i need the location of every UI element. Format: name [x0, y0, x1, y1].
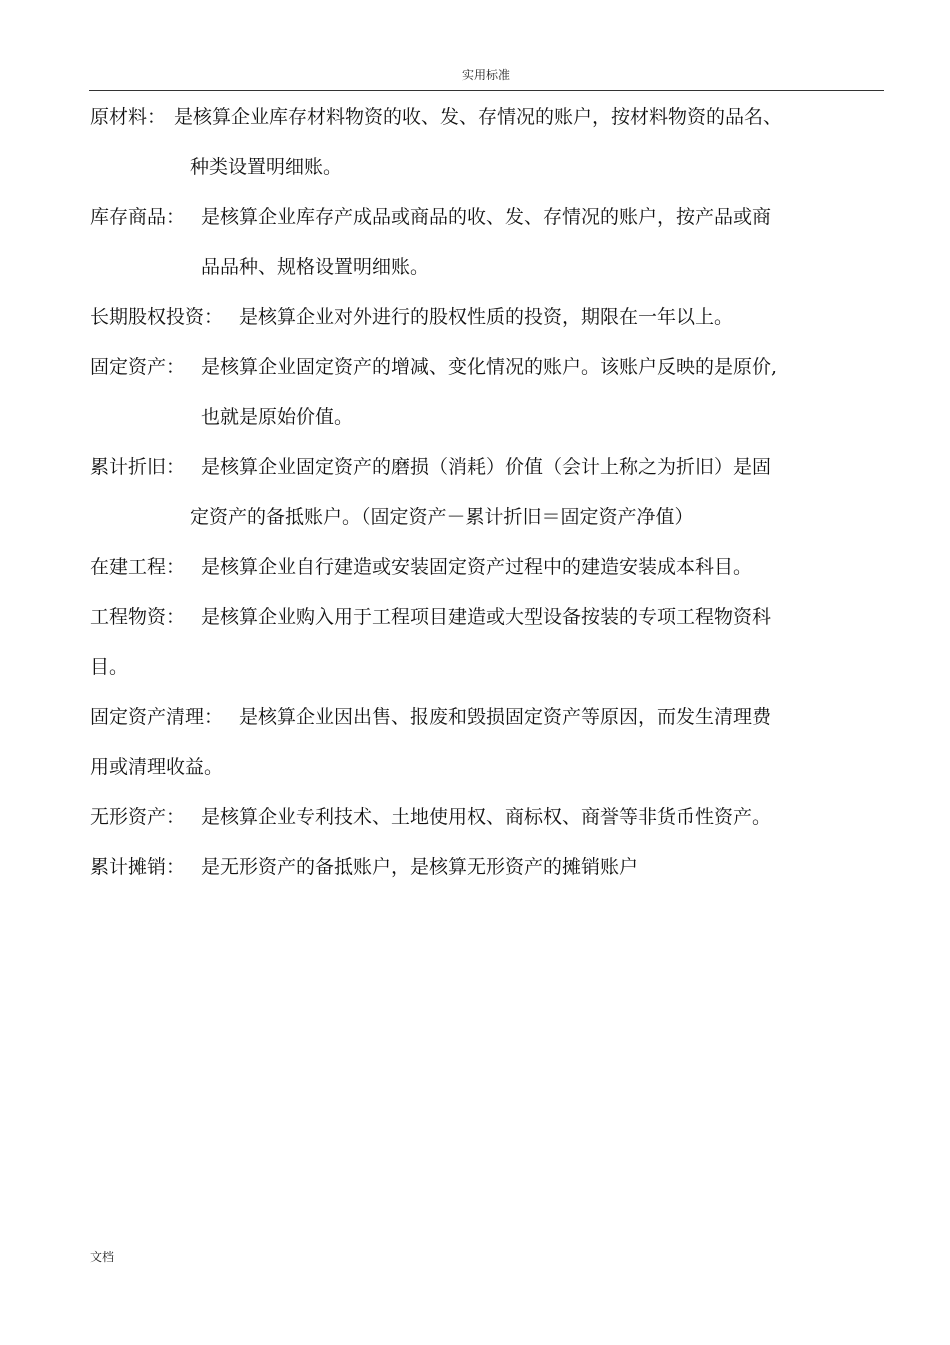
entry-term: 长期股权投资：: [90, 306, 224, 328]
entry-term: 固定资产清理：: [90, 706, 224, 728]
entry-definition: 是核算企业自行建造或安装固定资产过程中的建造安装成本科目。: [201, 556, 753, 578]
entry-continuation: 品品种、规格设置明细账。: [201, 256, 430, 278]
entry-accumulated-depreciation: [90, 455, 771, 479]
entry-continuation: 定资产的备抵账户。（固定资产－累计折旧＝固定资产净值）: [190, 506, 694, 528]
page-footer: 文档: [90, 1250, 115, 1264]
page-header: 实用标准: [461, 68, 510, 82]
entry-term: 无形资产：: [90, 806, 186, 828]
entry-term: 固定资产：: [90, 356, 186, 378]
entry-continuation: 目。: [90, 656, 129, 678]
entry-term: 原材料：: [90, 106, 167, 128]
entry-accumulated-amortization: [90, 855, 638, 879]
entry-continuation: 种类设置明细账。: [190, 156, 343, 178]
entry-fixed-asset-disposal: [90, 705, 771, 729]
entry-definition: 是核算企业固定资产的磨损（消耗）价值（会计上称之为折旧）是固: [201, 456, 772, 478]
header-divider: [89, 90, 884, 91]
entry-definition: 是核算企业对外进行的股权性质的投资，期限在一年以上。: [239, 306, 734, 328]
entry-long-term-equity: [90, 305, 733, 329]
entry-definition: 是无形资产的备抵账户，是核算无形资产的摊销账户: [201, 856, 639, 878]
entry-term: 在建工程：: [90, 556, 186, 578]
entry-raw-materials: [90, 105, 782, 129]
entry-term: 累计折旧：: [90, 456, 186, 478]
entry-term: 库存商品：: [90, 206, 186, 228]
entry-fixed-assets: [90, 355, 777, 379]
entry-term: 累计摊销：: [90, 856, 186, 878]
entry-definition: 是核算企业因出售、报废和毁损固定资产等原因，而发生清理费: [239, 706, 772, 728]
entry-inventory-goods: [90, 205, 771, 229]
entry-definition: 是核算企业库存产成品或商品的收、发、存情况的账户，按产品或商: [201, 206, 772, 228]
entry-intangible-assets: [90, 805, 771, 829]
entry-definition: 是核算企业购入用于工程项目建造或大型设备按装的专项工程物资科: [201, 606, 772, 628]
entry-definition: 是核算企业固定资产的增减、变化情况的账户。该账户反映的是原价,: [201, 356, 778, 378]
entry-definition: 是核算企业专利技术、土地使用权、商标权、商誉等非货币性资产。: [201, 806, 772, 828]
entry-definition: 是核算企业库存材料物资的收、发、存情况的账户，按材料物资的品名、: [174, 106, 783, 128]
entry-continuation: 也就是原始价值。: [201, 406, 354, 428]
entry-engineering-materials: [90, 605, 771, 629]
entry-construction-in-progress: [90, 555, 752, 579]
entry-term: 工程物资：: [90, 606, 186, 628]
entry-continuation: 用或清理收益。: [90, 756, 224, 778]
